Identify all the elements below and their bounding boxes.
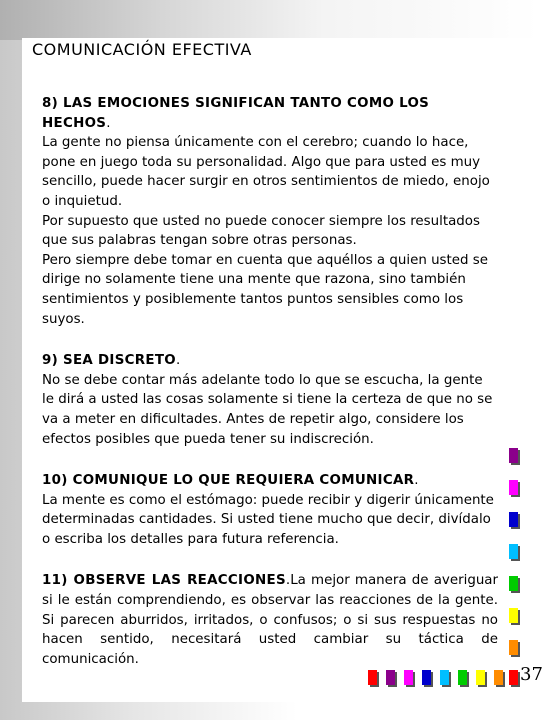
decor-square-yellow (509, 608, 518, 623)
section-8: 8) LAS EMOCIONES SIGNIFICAN TANTO COMO LOS HECHOS. La gente no piensa únicamente con el cerebro; cuando lo hace, pone en juego toda su personalidad. Algo que para usted es muy sencillo, puede hacer surgir en otros sentimientos de miedo, enojo o inquietud. Por supuesto que usted no puede conocer siempre los resultados que sus palabras tengan sobre otras personas. Pero siempre debe tomar en cuenta que aquéllos a quien usted se dirige no solamente tiene una mente que razona, sino también sentimientos y posiblemente tantos puntos sensibles como los suyos. (42, 94, 498, 329)
decor-square-orange (509, 640, 518, 655)
paragraph: No se debe contar más adelante todo lo que se escucha, la gente le dirá a usted las cosas solamente si tiene la certeza de que no se va a meter en dificultades. Antes de repetir algo, considere los efectos posibles que pueda tener su indiscreción. (42, 372, 493, 447)
decor-square-purple (509, 448, 518, 463)
slide-content (42, 94, 498, 669)
paragraph: La gente no piensa únicamente con el cerebro; cuando lo hace, pone en juego toda su personalidad. Algo que para usted es muy sencillo, puede hacer surgir en otros sentimientos de miedo, enojo o inquietud. (42, 135, 490, 209)
section-heading: 10) COMUNIQUE LO QUE REQUIERA COMUNICAR (42, 473, 415, 489)
slide-title: COMUNICACIÓN EFECTIVA (32, 40, 252, 59)
section-heading: 8) LAS EMOCIONES SIGNIFICAN TANTO COMO LOS HECHOS (42, 96, 430, 131)
decor-square-magenta (404, 670, 413, 685)
paragraph: Por supuesto que usted no puede conocer siempre los resultados que sus palabras tengan sobre otras personas. (42, 213, 480, 249)
paragraph: La mejor manera de averiguar si le están comprendiendo, es observar las reacciones de la gente. Si parecen aburridos, irritados, o confusos; o si sus respuestas no hacen sentido, necesitará usted cambiar su táctica de comunicación. (42, 573, 499, 667)
page-number: 37 (520, 664, 543, 685)
section-9: 9) SEA DISCRETO. No se debe contar más adelante todo lo que se escucha, la gente le dirá a usted las cosas solamente si tiene la certeza de que no se va a meter en dificultades. Antes de repetir algo, considere los efectos posibles que pueda tener su indiscreción. (42, 351, 498, 449)
decor-square-cyan (509, 544, 518, 559)
section-11: 11) OBSERVE LAS REACCIONES.La mejor manera de averiguar si le están comprendiendo, es observar las reacciones de la gente. Si parecen aburridos, irritados, o confusos; o si sus respuestas no hacen sentido, necesitará usted cambiar su táctica de comunicación. (42, 573, 499, 667)
decor-square-blue (422, 670, 431, 685)
section-heading: 11) OBSERVE LAS REACCIONES (42, 573, 286, 589)
decor-square-red (368, 670, 377, 685)
paragraph: La mente es como el estómago: puede recibir y digerir únicamente determinadas cantidades. Si usted tiene mucho que decir, divídalo o escriba los detalles para futura referencia. (42, 492, 494, 547)
decor-square-blue (509, 512, 518, 527)
paragraph: Pero siempre debe tomar en cuenta que aquéllos a quien usted se dirige no solamente tiene una mente que razona, sino también sentimientos y posiblemente tantos puntos sensibles como los suyos. (42, 252, 488, 327)
decor-square-green (509, 576, 518, 591)
section-heading: 9) SEA DISCRETO (42, 353, 176, 369)
section-10: 10) COMUNIQUE LO QUE REQUIERA COMUNICAR. La mente es como el estómago: puede recibir y digerir únicamente determinadas cantidades. Si usted tiene mucho que decir, divídalo o escriba los detalles para futura referencia. (42, 471, 498, 549)
decor-square-orange (494, 670, 503, 685)
decor-square-magenta (509, 480, 518, 495)
decor-square-green (458, 670, 467, 685)
decor-square-yellow (476, 670, 485, 685)
decor-square-purple (386, 670, 395, 685)
decor-square-red (509, 670, 518, 685)
decor-square-cyan (440, 670, 449, 685)
top-gradient-band (0, 0, 540, 40)
